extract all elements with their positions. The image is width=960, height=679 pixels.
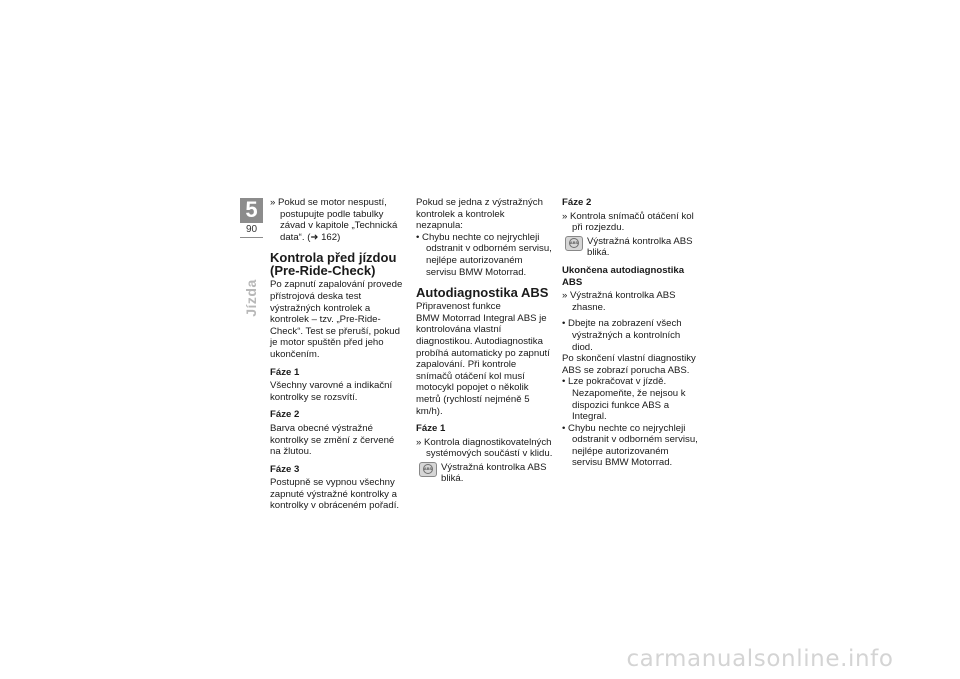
abs-note-text: Výstražná kontrolka ABS bliká. bbox=[441, 461, 547, 485]
abs-ring-icon: ABS bbox=[423, 464, 433, 474]
step-abs-off: » Výstražná kontrolka ABS zhasne. bbox=[562, 290, 676, 313]
phase-1-text: Všechny varovné a indikační kontrolky se rozsvítí. bbox=[270, 380, 393, 403]
heading-abs-complete: Ukončena autodiagnostika ABS bbox=[562, 264, 685, 288]
abs-warning-light-icon bbox=[565, 236, 583, 251]
chapter-title bbox=[236, 268, 266, 328]
chapter-tab bbox=[240, 198, 263, 238]
heading-phase-3: Fáze 3 bbox=[270, 463, 300, 475]
bullet-repair-service: • Chybu nechte co nejrychleji odstranit v odborném servisu, nejlépe autorizovaném servisu BMW Motorrad. bbox=[416, 231, 552, 278]
abs-note-text: Výstražná kontrolka ABS bliká. bbox=[587, 235, 693, 259]
phase-2-text: Barva obecné výstražné kontrolky se změní z červené na žlutou. bbox=[270, 422, 395, 458]
heading-phase-2: Fáze 2 bbox=[270, 409, 300, 421]
column-3 bbox=[562, 197, 699, 469]
bullet-watch-indicators: • Dbejte na zobrazení všech výstražných a kontrolních diod. bbox=[562, 318, 682, 353]
readiness-title: Připravenost funkce bbox=[416, 301, 501, 313]
step-abs-phase-2: » Kontrola snímačů otáčení kol při rozjezdu. bbox=[562, 210, 694, 234]
bullet-repair-service: • Chybu nechte co nejrychleji odstranit v odborném servisu, nejlépe autorizovaném servisu BMW Motorrad. bbox=[562, 422, 698, 469]
lamp-failure-intro: Pokud se jedna z výstražných kontrolek a kontrolek nezapnula: bbox=[416, 197, 543, 232]
chapter-number: 5 bbox=[245, 197, 258, 222]
readiness-text: BMW Motorrad Integral ABS je kontrolována vlastní diagnostikou. Autodiagnostika probíhá automaticky po zapnutí zapalování. Při kontrole snímačů otáčení kol musí motocykl popojet o několik metrů (rychlostí nejméně 5 km/h). bbox=[416, 312, 550, 417]
step-abs-phase-1: » Kontrola diagnostikovatelných systémových součástí v klidu. bbox=[416, 436, 553, 460]
heading-abs-phase-1: Fáze 1 bbox=[416, 423, 446, 435]
heading-abs-self-diagnosis: Autodiagnostika ABS bbox=[416, 285, 549, 301]
abs-note-phase-2 bbox=[562, 236, 699, 259]
heading-pre-ride-check: Kontrola před jízdou (Pre-Ride-Check) bbox=[270, 250, 397, 279]
column-2 bbox=[416, 197, 554, 485]
heading-abs-phase-2: Fáze 2 bbox=[562, 197, 592, 208]
watermark: carmanualsonline.info bbox=[626, 646, 894, 672]
abs-note-phase-1 bbox=[416, 462, 554, 485]
chapter-title-text: Jízda bbox=[243, 279, 260, 317]
phase-3-text: Postupně se vypnou všechny zapnuté výstražné kontrolky a kontrolky v obráceném pořadí. bbox=[270, 477, 400, 512]
column-1 bbox=[270, 197, 407, 512]
abs-fault-text: Po skončení vlastní diagnostiky ABS se zobrazí porucha ABS. bbox=[562, 353, 696, 376]
abs-warning-light-icon bbox=[419, 462, 437, 477]
step-engine-not-start: » Pokud se motor nespustí, postupujte podle tabulky závad v kapitole „Technická data“. (➜ 162) bbox=[270, 197, 398, 243]
bullet-continue-riding: • Lze pokračovat v jízdě. Nezapomeňte, že nejsou k dispozici funkce ABS a Integral. bbox=[562, 376, 686, 423]
abs-ring-icon: ABS bbox=[569, 238, 579, 248]
pre-ride-intro: Po zapnutí zapalování provede přístrojová deska test výstražných kontrolek a kontrolek – tzv. „Pre-Ride-Check“. Test se přeruší, pokud je motor spuštěn před jeho ukončením. bbox=[270, 279, 403, 360]
heading-phase-1: Fáze 1 bbox=[270, 366, 300, 378]
page-number: 90 bbox=[240, 223, 263, 237]
